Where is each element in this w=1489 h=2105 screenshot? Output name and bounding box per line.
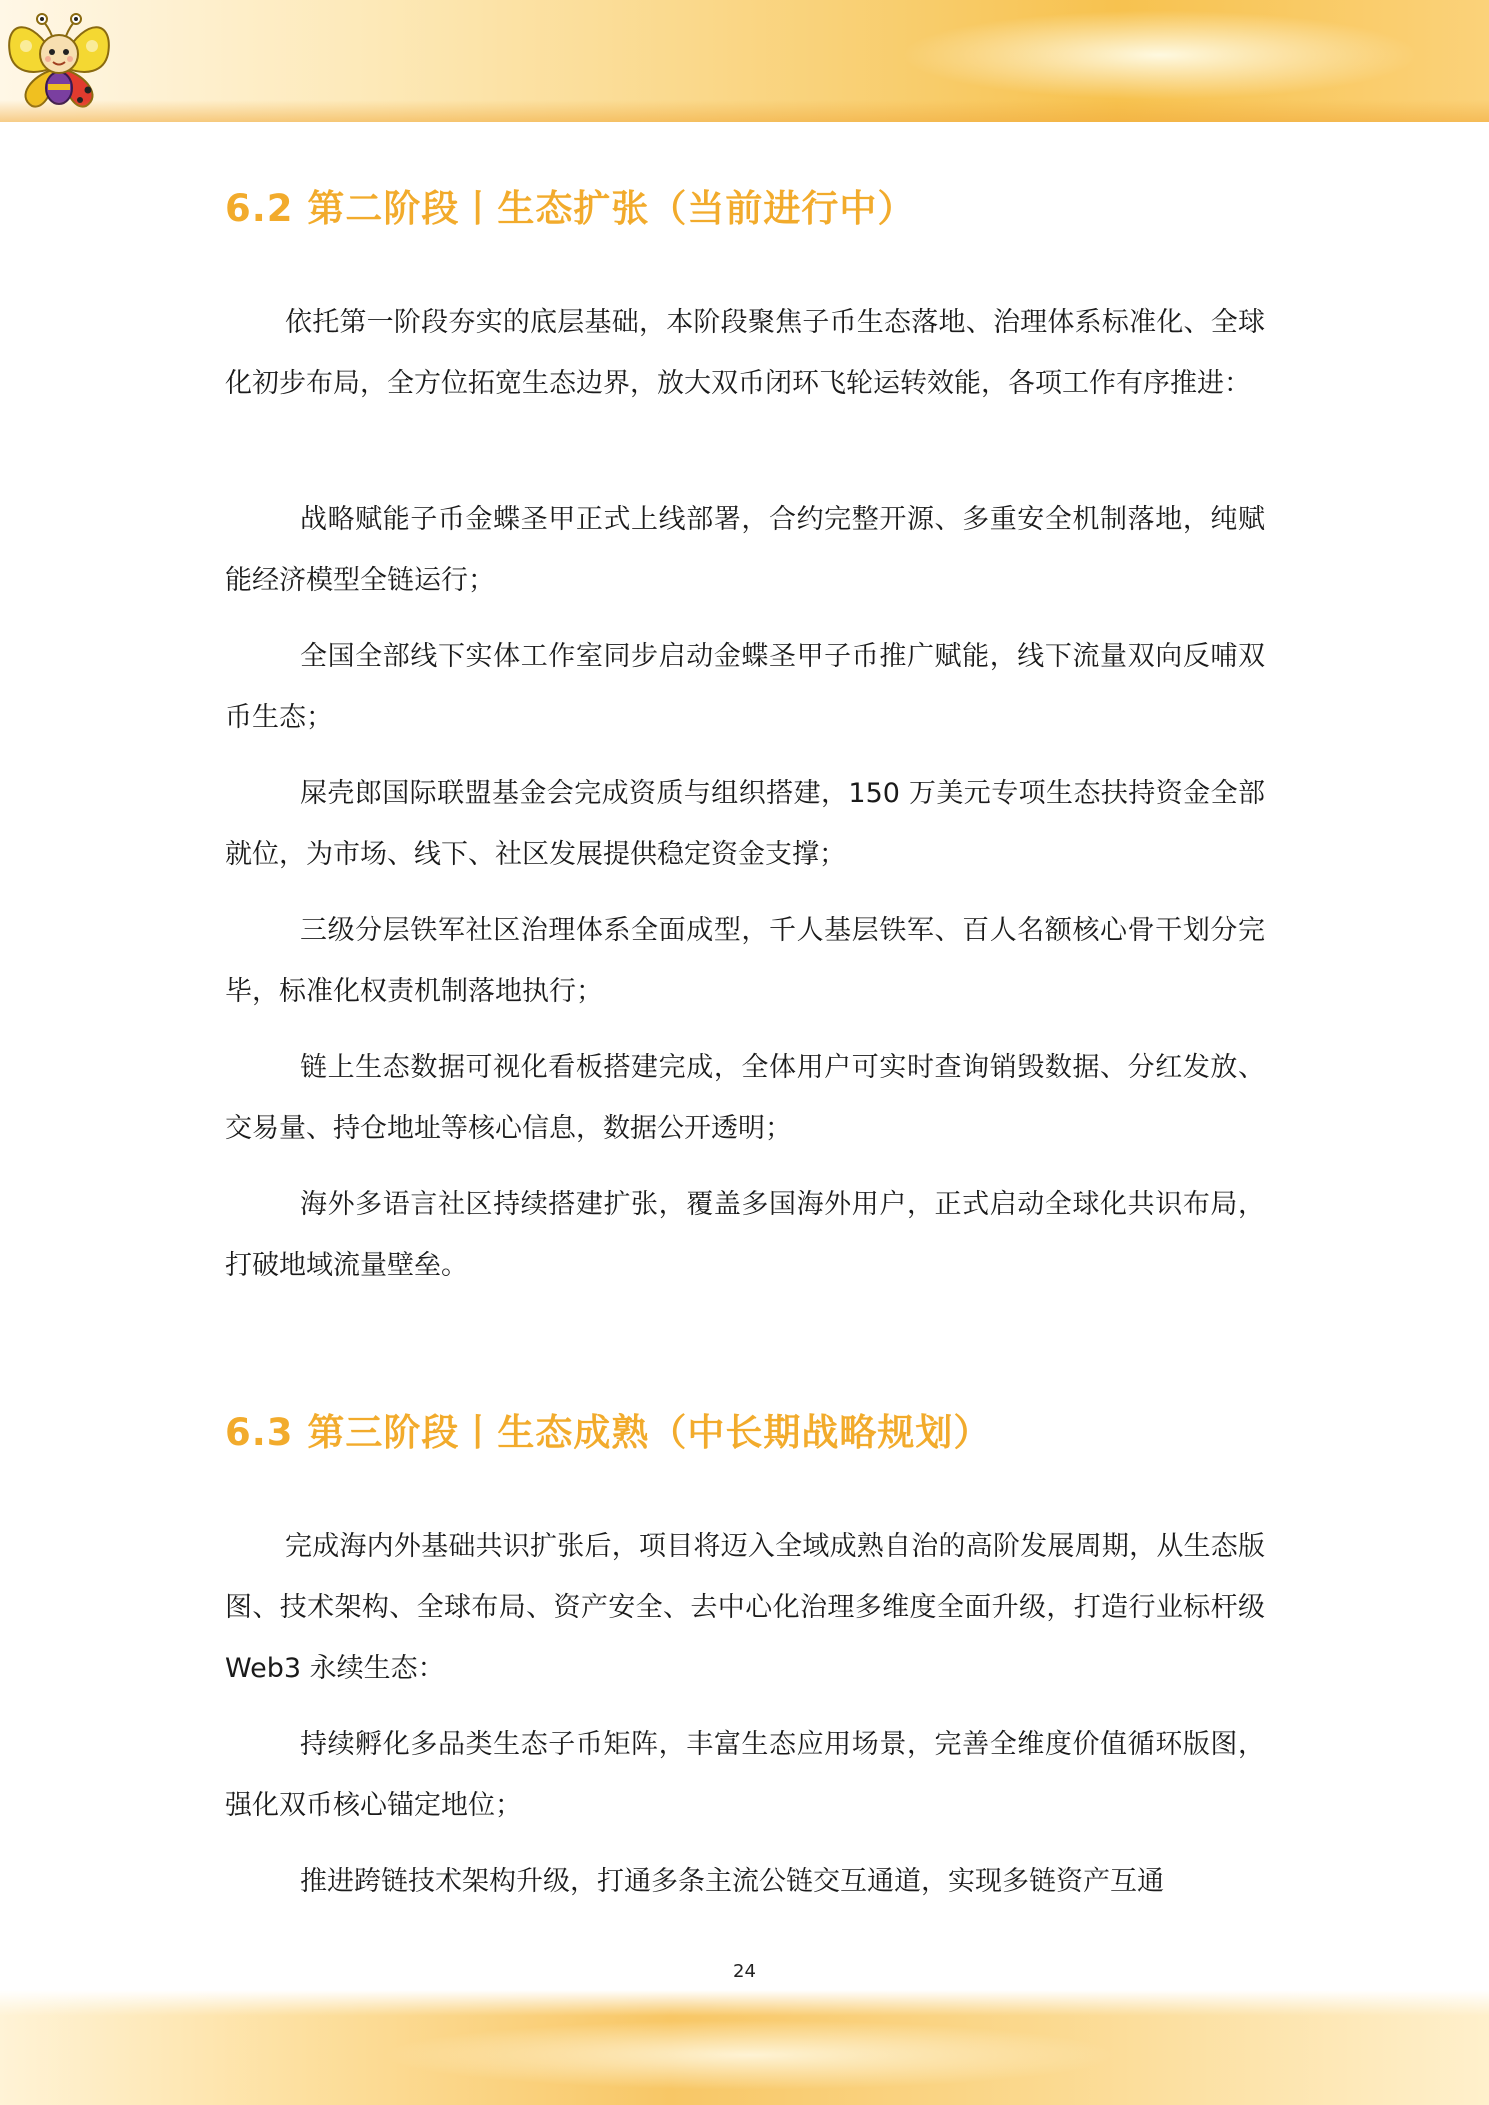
footer-glow bbox=[380, 2020, 1120, 2090]
list-item: 海外多语言社区持续搭建扩张，覆盖多国海外用户，正式启动全球化共识布局，打破地域流量壁垒。 bbox=[225, 1189, 1265, 1281]
list-item: 战略赋能子币金蝶圣甲正式上线部署，合约完整开源、多重安全机制落地，纯赋能经济模型全链运行； bbox=[225, 504, 1265, 596]
list-item: 推进跨链技术架构升级，打通多条主流公链交互通道，实现多链资产互通 bbox=[300, 1866, 1164, 1897]
list-item: 链上生态数据可视化看板搭建完成，全体用户可实时查询销毁数据、分红发放、交易量、持仓地址等核心信息，数据公开透明； bbox=[225, 1052, 1265, 1144]
page-number: 24 bbox=[733, 1961, 756, 1982]
section-title-6-3: 6.3 第三阶段丨生态成熟（中长期战略规划） bbox=[225, 1411, 992, 1454]
list-item: 持续孵化多品类生态子币矩阵，丰富生态应用场景，完善全维度价值循环版图，强化双币核心锚定地位； bbox=[225, 1729, 1265, 1821]
list-item: 屎壳郎国际联盟基金会完成资质与组织搭建，150 万美元专项生态扶持资金全部就位，为市场、线下、社区发展提供稳定资金支撑； bbox=[225, 778, 1265, 870]
butterfly-mascot-logo bbox=[2, 6, 116, 114]
list-item: 三级分层铁军社区治理体系全面成型，千人基层铁军、百人名额核心骨干划分完毕，标准化权责机制落地执行； bbox=[225, 915, 1265, 1007]
section-intro: 完成海内外基础共识扩张后，项目将迈入全域成熟自治的高阶发展周期，从生态版图、技术架构、全球布局、资产安全、去中心化治理多维度全面升级，打造行业标杆级 Web3 永续生态： bbox=[225, 1531, 1265, 1684]
list-item: 全国全部线下实体工作室同步启动金蝶圣甲子币推广赋能，线下流量双向反哺双币生态； bbox=[225, 641, 1265, 733]
header-glow bbox=[900, 10, 1420, 100]
header-banner bbox=[0, 0, 1489, 122]
section-title-6-2: 6.2 第二阶段丨生态扩张（当前进行中） bbox=[225, 187, 916, 230]
section-intro: 依托第一阶段夯实的底层基础，本阶段聚焦子币生态落地、治理体系标准化、全球化初步布局，全方位拓宽生态边界，放大双币闭环飞轮运转效能，各项工作有序推进： bbox=[225, 307, 1265, 399]
footer-banner bbox=[0, 1990, 1489, 2105]
